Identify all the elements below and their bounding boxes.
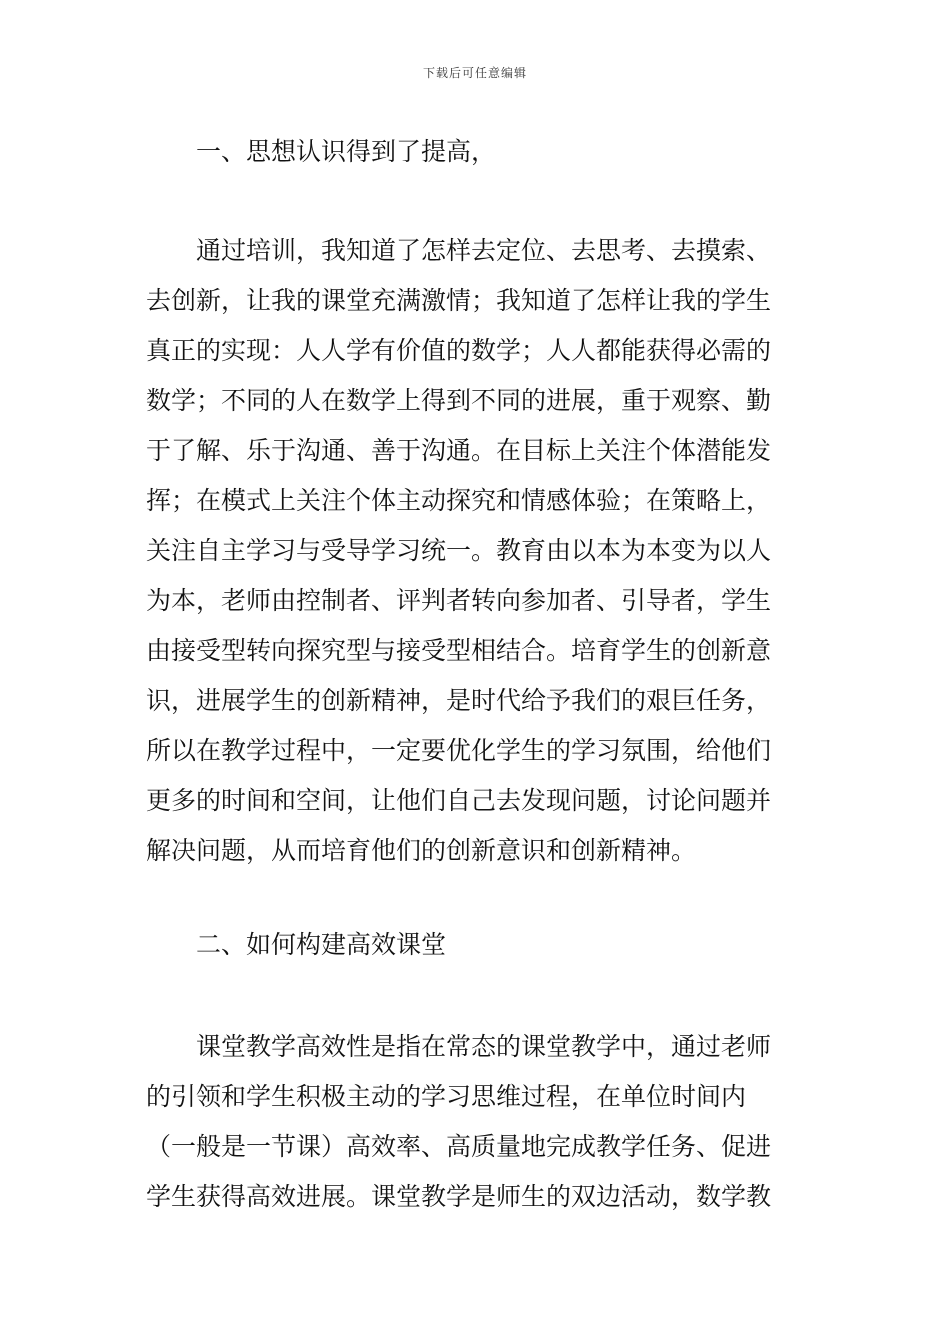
paragraph-line: （一般是一节课）高效率、高质量地完成教学任务、促进 — [146, 1132, 772, 1161]
paragraph-line: 关注自主学习与受导学习统一。教育由以本为本变为以人 — [146, 536, 772, 565]
paragraph-line: 解决问题，从而培育他们的创新意识和创新精神。 — [146, 836, 697, 865]
paragraph-line: 通过培训，我知道了怎样去定位、去思考、去摸索、 — [196, 236, 772, 265]
paragraph-line: 所以在教学过程中，一定要优化学生的学习氛围，给他们 — [146, 736, 772, 765]
paragraph-line: 学生获得高效进展。课堂教学是师生的双边活动，数学教 — [146, 1182, 772, 1211]
paragraph-line: 真正的实现：人人学有价值的数学；人人都能获得必需的 — [146, 336, 772, 365]
paragraph-line: 的引领和学生积极主动的学习思维过程，在单位时间内 — [146, 1082, 747, 1111]
paragraph-line: 为本，老师由控制者、评判者转向参加者、引导者，学生 — [146, 586, 772, 615]
paragraph-line: 识，进展学生的创新精神，是时代给予我们的艰巨任务， — [146, 686, 772, 715]
section-1-heading: 一、思想认识得到了提高， — [196, 137, 497, 166]
paragraph-line: 由接受型转向探究型与接受型相结合。培育学生的创新意 — [146, 636, 772, 665]
paragraph-line: 于了解、乐于沟通、善于沟通。在目标上关注个体潜能发 — [146, 436, 772, 465]
header-note: 下载后可任意编辑 — [422, 66, 527, 80]
section-1-paragraph — [146, 226, 814, 876]
paragraph-line: 数学；不同的人在数学上得到不同的进展，重于观察、勤 — [146, 386, 772, 415]
paragraph-line: 课堂教学高效性是指在常态的课堂教学中，通过老师 — [196, 1032, 772, 1061]
section-2-heading: 二、如何构建高效课堂 — [196, 930, 447, 959]
paragraph-line: 更多的时间和空间，让他们自己去发现问题，讨论问题并 — [146, 786, 772, 815]
paragraph-line: 挥；在模式上关注个体主动探究和情感体验；在策略上， — [146, 486, 772, 515]
section-2-paragraph — [146, 1022, 814, 1222]
paragraph-line: 去创新，让我的课堂充满激情；我知道了怎样让我的学生 — [146, 286, 772, 315]
